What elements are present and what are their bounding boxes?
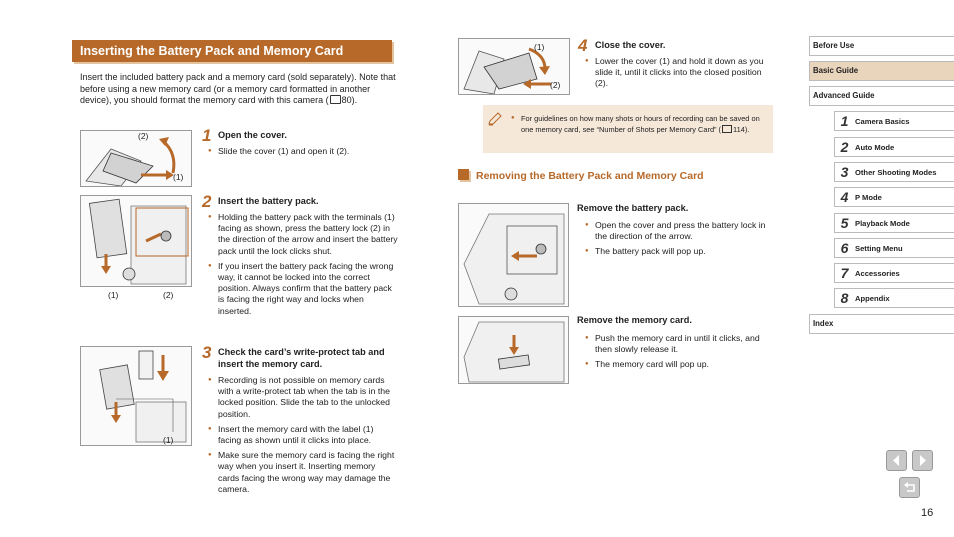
chapter-number: 6 [840, 240, 849, 256]
step2-label-1: (1) [108, 290, 119, 300]
chapter-label: Auto Mode [855, 143, 895, 152]
step1-bullets [208, 146, 398, 161]
removing-title: Removing the Battery Pack and Memory Card [476, 170, 704, 182]
chapter-number: 5 [840, 215, 849, 231]
chapter-label: Other Shooting Modes [855, 168, 937, 177]
step3-title: Check the card’s write-protect tab and insert the memory card. [218, 347, 385, 369]
remove-card-illustration [458, 316, 569, 384]
step1-number: 1 [202, 126, 212, 145]
remove-card-bullets [585, 333, 775, 375]
step3-bullets [208, 375, 398, 499]
chapter-label: Appendix [855, 294, 890, 303]
chapter-number: 8 [840, 290, 849, 306]
remove-battery-title: Remove the battery pack. [577, 203, 689, 213]
step2-title: Insert the battery pack. [218, 196, 319, 206]
nav-chapter-8[interactable] [834, 288, 954, 308]
step4-number: 4 [578, 36, 588, 55]
remove-battery-illustration [458, 203, 569, 307]
next-page-button[interactable] [912, 450, 933, 471]
list-item: ● Push the memory card in until it clicks, and then slowly release it. [585, 333, 775, 355]
chapter-label: P Mode [855, 193, 882, 202]
list-item: ● Insert the memory card with the label (1) facing as shown until it clicks into place. [208, 424, 398, 446]
step2-illustration [80, 195, 192, 287]
book-ref-icon [722, 125, 732, 133]
pencil-note-icon [487, 111, 503, 132]
intro-text: Insert the included battery pack and a memory card (sold separately). Note that before using a new memory card (or a memory card formatted in another device), you should format the memory card with this camera ( [80, 72, 396, 105]
step2-label-2: (2) [163, 290, 174, 300]
step1-label-1: (1) [173, 172, 184, 182]
nav-chapter-6[interactable] [834, 238, 954, 258]
chapter-number: 2 [840, 139, 849, 155]
nav-index[interactable]: Index [809, 314, 954, 334]
return-button[interactable] [899, 477, 920, 498]
step1-title: Open the cover. [218, 130, 287, 140]
section-title: Inserting the Battery Pack and Memory Card [72, 40, 392, 62]
note-box [483, 105, 773, 153]
book-ref-icon [330, 95, 341, 104]
nav-chapter-4[interactable] [834, 187, 954, 207]
step1-label-2: (2) [138, 131, 149, 141]
chapter-number: 1 [840, 113, 849, 129]
step2-bullets [208, 212, 398, 321]
nav-chapter-1[interactable] [834, 111, 954, 131]
chapter-label: Setting Menu [855, 244, 903, 253]
list-item: ● If you insert the battery pack facing the wrong way, it cannot be locked into the correct position. Always confirm that the battery pack is facing the right way and locks when inserted. [208, 261, 398, 317]
list-item: ● Recording is not possible on memory cards with a write-protect tab when the tab is in the locked position. Slide the tab to the unlocked position. [208, 375, 398, 420]
intro-paragraph [80, 72, 400, 107]
step2-number: 2 [202, 192, 212, 211]
step4-label-2: (2) [550, 80, 561, 90]
removing-heading [458, 169, 704, 182]
prev-page-button[interactable] [886, 450, 907, 471]
return-icon [900, 478, 919, 497]
step3-label-1: (1) [163, 435, 174, 445]
prev-page-icon [887, 451, 906, 470]
nav-basic-guide[interactable]: Basic Guide [809, 61, 954, 81]
chapter-label: Playback Mode [855, 219, 910, 228]
page-number: 16 [921, 507, 934, 519]
note-text: For guidelines on how many shots or hours of recording can be saved on one memory card, see “Number of Shots per Memory Card” ( [521, 114, 760, 134]
list-item: ● The battery pack will pop up. [585, 246, 775, 257]
remove-card-title: Remove the memory card. [577, 315, 692, 325]
nav-chapter-2[interactable] [834, 137, 954, 157]
list-item: ● Holding the battery pack with the terminals (1) facing as shown, press the battery lock (2) in the direction of the arrow and insert the battery pack until the lock clicks shut. [208, 212, 398, 257]
chapter-number: 3 [840, 164, 849, 180]
note-bullets [511, 113, 763, 139]
chapter-label: Accessories [855, 269, 900, 278]
list-item [511, 113, 763, 135]
list-item: ● Lower the cover (1) and hold it down as you slide it, until it clicks into the closed position (2). [585, 56, 775, 90]
step3-illustration [80, 346, 192, 446]
list-item: ● Open the cover and press the battery lock in the direction of the arrow. [585, 220, 775, 242]
list-item: ● Make sure the memory card is facing the right way when you insert it. Inserting memory cards facing the wrong way may damage the camera. [208, 450, 398, 495]
list-item: ● Slide the cover (1) and open it (2). [208, 146, 398, 157]
nav-chapter-3[interactable] [834, 162, 954, 182]
chapter-number: 4 [840, 189, 849, 205]
nav-advanced-guide[interactable]: Advanced Guide [809, 86, 954, 106]
step4-bullets [585, 56, 775, 94]
list-item: ● The memory card will pop up. [585, 359, 775, 370]
chapter-label: Camera Basics [855, 117, 910, 126]
heading-marker [458, 169, 469, 180]
next-page-icon [913, 451, 932, 470]
remove-battery-bullets [585, 220, 775, 262]
chapter-number: 7 [840, 265, 849, 281]
nav-before-use[interactable]: Before Use [809, 36, 954, 56]
note-ref: 114). [733, 125, 750, 134]
step4-title: Close the cover. [595, 40, 666, 50]
step3-number: 3 [202, 343, 212, 362]
nav-chapter-5[interactable] [834, 213, 954, 233]
nav-chapter-7[interactable] [834, 263, 954, 283]
intro-ref: 80). [341, 95, 358, 105]
step4-label-1: (1) [534, 42, 545, 52]
